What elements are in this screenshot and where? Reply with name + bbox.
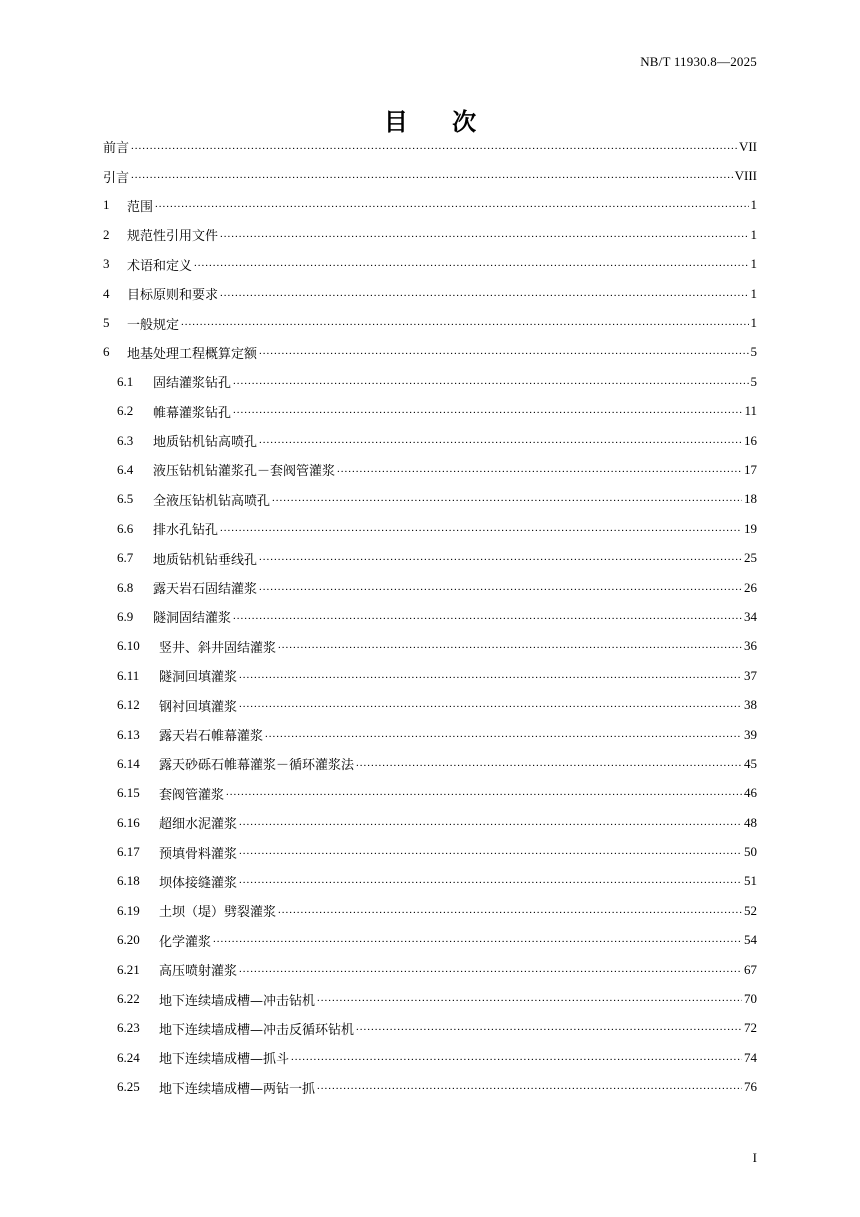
toc-entry-number: 6.22 [117, 991, 140, 1007]
toc-entry-title: 土坝（堤）劈裂灌浆 [159, 905, 277, 921]
toc-leader-dots [259, 345, 748, 357]
toc-entry-title: 地下连续墙成槽—两钻一抓 [159, 1081, 316, 1097]
toc-entry-title: 钢衬回填灌浆 [159, 699, 238, 715]
toc-leader-dots [317, 1080, 742, 1092]
toc-entry-number: 6.17 [117, 844, 140, 860]
toc-leader-dots [131, 140, 737, 152]
toc-leader-dots [239, 669, 742, 681]
toc-entry-title: 地质钻机钻高喷孔 [153, 435, 258, 451]
toc-entry-title: 超细水泥灌浆 [159, 817, 238, 833]
toc-leader-dots [233, 610, 742, 622]
toc-entry-page: 5 [750, 344, 757, 360]
toc-entry-page: 67 [744, 961, 757, 977]
toc-leader-dots [194, 257, 748, 269]
toc-leader-dots [233, 404, 742, 416]
toc-entry-title: 隧洞固结灌浆 [153, 611, 232, 627]
toc-entry-number: 6.2 [117, 403, 134, 419]
toc-entry-number: 6.1 [117, 373, 134, 389]
toc-entry[interactable] [103, 455, 757, 484]
toc-entry[interactable] [103, 161, 757, 190]
toc-entry-page: 50 [744, 844, 757, 860]
toc-entry-title: 帷幕灌浆钻孔 [153, 405, 232, 421]
toc-entry-title: 高压喷射灌浆 [159, 964, 238, 980]
toc-entry-page: 74 [744, 1049, 757, 1065]
toc-entry-page: 76 [744, 1079, 757, 1095]
toc-entry-title: 液压钻机钻灌浆孔－套阀管灌浆 [153, 464, 336, 480]
toc-entry-page: 19 [744, 520, 757, 536]
toc-entry-page: 26 [744, 579, 757, 595]
toc-entry-page: 34 [744, 608, 757, 624]
toc-entry-page: 48 [744, 814, 757, 830]
toc-entry-page: 37 [744, 667, 757, 683]
toc-entry[interactable] [103, 279, 757, 308]
toc-entry[interactable] [103, 661, 757, 690]
toc-entry[interactable] [103, 779, 757, 808]
toc-entry[interactable] [103, 485, 757, 514]
toc-entry[interactable] [103, 926, 757, 955]
toc-entry-page: 11 [744, 403, 757, 419]
toc-entry[interactable] [103, 955, 757, 984]
toc-entry[interactable] [103, 397, 757, 426]
toc-entry-number: 6.15 [117, 785, 140, 801]
toc-leader-dots [220, 287, 748, 299]
toc-entry-number: 6.8 [117, 579, 134, 595]
toc-entry-page: 1 [750, 226, 757, 242]
toc-entry[interactable] [103, 250, 757, 279]
toc-leader-dots [155, 198, 748, 210]
toc-leader-dots [239, 816, 742, 828]
toc-leader-dots [239, 845, 742, 857]
toc-entry-page: 17 [744, 461, 757, 477]
toc-entry-title: 排水孔钻孔 [153, 523, 219, 539]
toc-entry-page: 1 [750, 197, 757, 213]
table-of-contents [103, 132, 757, 1102]
toc-leader-dots [278, 639, 742, 651]
standard-code: NB/T 11930.8—2025 [640, 54, 757, 69]
toc-entry[interactable] [103, 808, 757, 837]
toc-leader-dots [259, 581, 742, 593]
toc-entry-number: 6.21 [117, 961, 140, 977]
toc-entry[interactable] [103, 338, 757, 367]
toc-entry-title: 目标原则和要求 [127, 288, 219, 304]
toc-leader-dots [356, 1021, 742, 1033]
toc-entry[interactable] [103, 632, 757, 661]
toc-leader-dots [317, 992, 742, 1004]
toc-entry-number: 6.18 [117, 873, 140, 889]
toc-entry[interactable] [103, 191, 757, 220]
toc-entry-number: 6.16 [117, 814, 140, 830]
toc-entry[interactable] [103, 690, 757, 719]
toc-entry-number: 6.7 [117, 550, 134, 566]
toc-entry-title: 隧洞回填灌浆 [159, 670, 238, 686]
toc-entry[interactable] [103, 1073, 757, 1102]
toc-entry-number: 5 [103, 315, 110, 331]
toc-entry-page: 18 [744, 491, 757, 507]
toc-entry-page: 54 [744, 932, 757, 948]
toc-entry-title: 化学灌浆 [159, 934, 212, 950]
toc-entry-title: 地下连续墙成槽—抓斗 [159, 1052, 290, 1068]
toc-entry-number: 6.12 [117, 697, 140, 713]
toc-entry-title: 坝体接缝灌浆 [159, 875, 238, 891]
toc-entry[interactable] [103, 220, 757, 249]
toc-entry-number: 6.5 [117, 491, 134, 507]
toc-entry[interactable] [103, 367, 757, 396]
toc-leader-dots [131, 169, 733, 181]
toc-entry-number: 6.20 [117, 932, 140, 948]
toc-entry-page: 52 [744, 902, 757, 918]
toc-leader-dots [220, 522, 742, 534]
toc-entry[interactable] [103, 1043, 757, 1072]
toc-leader-dots [265, 728, 742, 740]
toc-entry-page: 70 [744, 991, 757, 1007]
toc-entry-title: 地下连续墙成槽—冲击反循环钻机 [159, 1022, 355, 1038]
toc-leader-dots [239, 874, 742, 886]
toc-leader-dots [337, 463, 742, 475]
toc-entry-number: 6.6 [117, 520, 134, 536]
toc-entry-title: 预填骨料灌浆 [159, 846, 238, 862]
toc-leader-dots [233, 375, 748, 387]
toc-entry[interactable] [103, 514, 757, 543]
toc-entry-number: 6.25 [117, 1079, 140, 1095]
toc-entry-title: 全液压钻机钻高喷孔 [153, 493, 271, 509]
toc-entry-number: 6.3 [117, 432, 134, 448]
toc-entry[interactable] [103, 308, 757, 337]
toc-entry-title: 竖井、斜井固结灌浆 [159, 640, 277, 656]
toc-entry-page: 45 [744, 755, 757, 771]
toc-leader-dots [278, 904, 742, 916]
toc-leader-dots [181, 316, 748, 328]
toc-entry-title: 范围 [127, 199, 154, 215]
toc-leader-dots [272, 492, 742, 504]
toc-entry-number: 2 [103, 226, 110, 242]
toc-entry-title: 地下连续墙成槽—冲击钻机 [159, 993, 316, 1009]
toc-entry-title: 露天砂砾石帷幕灌浆－循环灌浆法 [159, 758, 355, 774]
toc-entry-number: 1 [103, 197, 110, 213]
toc-entry-page: 38 [744, 697, 757, 713]
toc-entry-page: 72 [744, 1020, 757, 1036]
toc-leader-dots [220, 228, 748, 240]
toc-leader-dots [239, 698, 742, 710]
toc-leader-dots [356, 757, 742, 769]
toc-entry[interactable] [103, 896, 757, 925]
toc-leader-dots [226, 786, 742, 798]
page-number: I [752, 1150, 757, 1165]
toc-entry[interactable] [103, 867, 757, 896]
toc-entry-page: 1 [750, 285, 757, 301]
toc-entry[interactable] [103, 543, 757, 572]
toc-entry-title: 一般规定 [127, 317, 180, 333]
toc-entry-number: 6.19 [117, 902, 140, 918]
toc-entry-title: 地基处理工程概算定额 [127, 346, 258, 362]
toc-entry[interactable] [103, 984, 757, 1013]
toc-entry-number: 6.10 [117, 638, 140, 654]
toc-entry-title: 规范性引用文件 [127, 229, 219, 245]
toc-leader-dots [259, 551, 742, 563]
toc-entry[interactable] [103, 1014, 757, 1043]
toc-entry-title: 露天岩石固结灌浆 [153, 582, 258, 598]
toc-leader-dots [291, 1051, 742, 1063]
toc-entry-number: 3 [103, 256, 110, 272]
toc-entry-page: VIII [734, 168, 757, 184]
toc-entry-title: 术语和定义 [127, 258, 193, 274]
toc-entry-page: 1 [750, 315, 757, 331]
toc-entry-title: 固结灌浆钻孔 [153, 376, 232, 392]
toc-entry-page: 25 [744, 550, 757, 566]
toc-leader-dots [239, 963, 742, 975]
toc-entry-title: 露天岩石帷幕灌浆 [159, 729, 264, 744]
toc-entry[interactable] [103, 426, 757, 455]
toc-entry-page: 36 [744, 638, 757, 654]
toc-entry-number: 6.9 [117, 608, 134, 624]
toc-entry-page: 39 [744, 726, 757, 742]
toc-entry-title: 前言 [103, 141, 130, 157]
page-title: 目 次 [383, 108, 495, 136]
toc-entry-number: 6.13 [117, 726, 140, 742]
toc-entry-number: 6 [103, 344, 110, 360]
toc-entry-title: 引言 [103, 170, 130, 186]
toc-entry-number: 6.23 [117, 1020, 140, 1036]
toc-entry[interactable] [103, 837, 757, 866]
toc-entry-page: 1 [750, 256, 757, 272]
toc-entry[interactable] [103, 132, 757, 161]
toc-entry[interactable] [103, 573, 757, 602]
toc-entry-page: VII [738, 138, 757, 154]
toc-entry-title: 地质钻机钻垂线孔 [153, 552, 258, 568]
toc-entry[interactable] [103, 720, 757, 749]
toc-entry-page: 46 [744, 785, 757, 801]
toc-leader-dots [213, 933, 742, 945]
toc-entry-title: 套阀管灌浆 [159, 787, 225, 803]
toc-entry[interactable] [103, 602, 757, 631]
toc-entry[interactable] [103, 749, 757, 778]
toc-leader-dots [259, 434, 742, 446]
toc-entry-number: 4 [103, 285, 110, 301]
toc-entry-number: 6.11 [117, 667, 140, 683]
toc-entry-page: 51 [744, 873, 757, 889]
toc-entry-page: 5 [750, 373, 757, 389]
toc-entry-number: 6.14 [117, 755, 140, 771]
toc-entry-number: 6.4 [117, 461, 134, 477]
toc-entry-page: 16 [744, 432, 757, 448]
toc-entry-number: 6.24 [117, 1049, 140, 1065]
